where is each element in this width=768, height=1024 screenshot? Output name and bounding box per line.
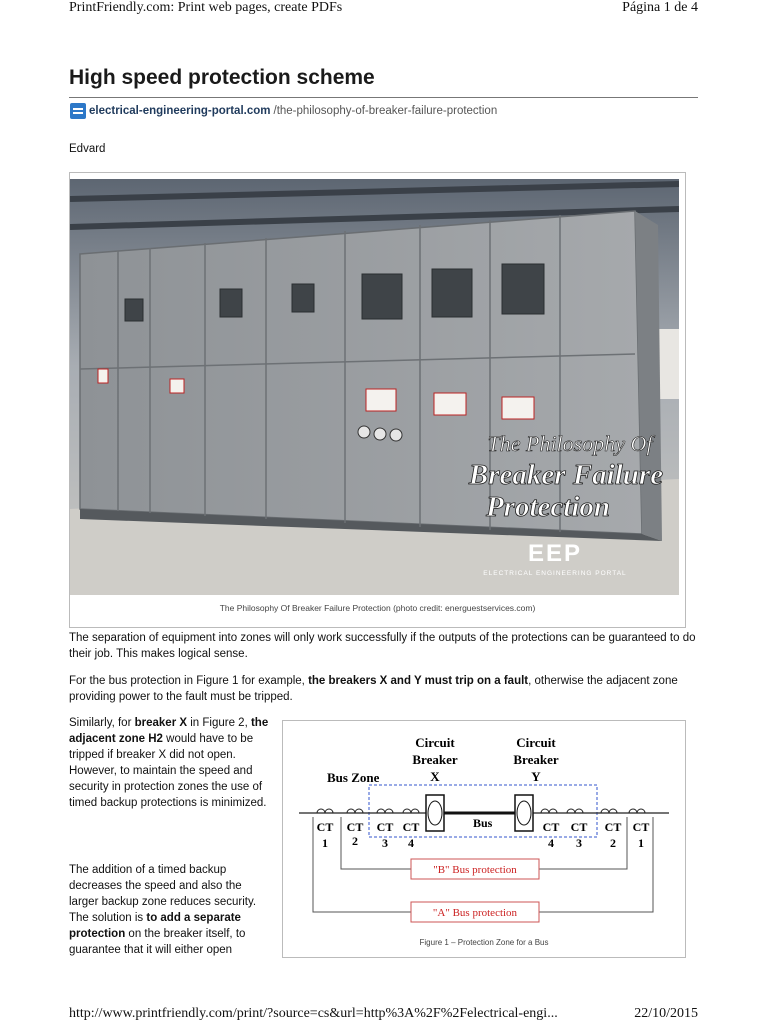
paragraph-breaker-x [69,715,269,811]
overlay-line-2: Breaker Failure [468,459,664,491]
ct-label: CT [316,820,334,834]
article-source[interactable] [70,103,497,119]
ct-number: 4 [548,836,554,850]
breaker-x-contact [428,801,442,825]
breaker-x-label-3: X [430,769,440,784]
print-footer-date: 22/10/2015 [634,1006,698,1021]
breaker-y-contact [517,801,531,825]
document-icon [70,103,86,119]
source-domain[interactable]: electrical-engineering-portal.com [89,105,271,117]
text-run-bold: the adjacent zone H2 [69,717,269,745]
photo-caption: The Philosophy Of Breaker Failure Protection (photo credit: energuestservices.com) [219,603,536,613]
a-bus-protection-label: "A" Bus protection [432,907,518,919]
ct-label: CT [570,820,588,834]
ct-number: 2 [352,834,358,848]
ct-number: 2 [610,836,616,850]
text-run-bold: breaker X [134,717,188,729]
article-title: High speed protection scheme [69,66,375,89]
eep-logo-subtitle: ELECTRICAL ENGINEERING PORTAL [483,570,627,577]
bus-label: Bus [473,816,493,830]
ct-label: CT [346,820,364,834]
diagram-caption: Figure 1 – Protection Zone for a Bus [419,938,549,947]
paragraph-zones: The separation of equipment into zones will only work successfully if the outputs of the protections can be guaranteed to do their job. This makes logical sense. [69,632,696,660]
ct-label: CT [604,820,622,834]
breaker-y-label-2: Breaker [513,752,559,767]
switchgear-photo [70,179,679,595]
title-divider [69,97,698,98]
paragraph-bus-protection [69,673,709,705]
bus-zone-label: Bus Zone [327,770,380,785]
breaker-x-label-1: Circuit [415,735,455,750]
overlay-line-3: Protection [485,491,611,523]
text-run-bold: the breakers X and Y must trip on a fault [308,675,529,687]
text-run: in Figure 2, [187,717,251,729]
text-run: For the bus protection in Figure 1 for example, [69,675,309,687]
source-path[interactable]: /the-philosophy-of-breaker-failure-protection [273,105,498,117]
text-run: , otherwise the adjacent zone providing power to the fault must be tripped. [69,675,678,703]
print-page-number: Página 1 de 4 [622,0,698,15]
text-run: Similarly, for [69,717,135,729]
overlay-line-1: The Philosophy Of [487,431,653,456]
ct-number: 3 [382,836,388,850]
article-author: Edvard [69,143,106,155]
print-footer-url: http://www.printfriendly.com/print/?source=cs&url=http%3A%2F%2Felectrical-engi... [69,1006,558,1021]
print-header-title: PrintFriendly.com: Print web pages, create PDFs [69,0,343,15]
ct-label: CT [402,820,420,834]
ct-number: 1 [322,836,328,850]
breaker-y-label-1: Circuit [516,735,556,750]
breaker-y-label-3: Y [531,769,541,784]
ct-label: CT [632,820,650,834]
text-run: on the breaker itself, to guarantee that it will either open [69,928,246,956]
paragraph-timed-backup [69,862,269,958]
figure-bus-diagram [282,720,686,958]
b-bus-protection-label: "B" Bus protection [433,864,517,876]
text-run-bold: to add a separate protection [69,912,241,940]
ct-number: 3 [576,836,582,850]
ct-number: 4 [408,836,414,850]
ct-label: CT [542,820,560,834]
figure-photo [69,172,686,628]
ct-label: CT [376,820,394,834]
ct-number: 1 [638,836,644,850]
bus-protection-diagram [289,725,679,935]
text-run: would have to be tripped if breaker X did not open. However, to maintain the speed and security in protection zones the use of timed backup protections is minimized. [69,733,267,809]
eep-logo: EEP [527,540,583,567]
text-run: The addition of a timed backup decreases the speed and also the larger backup zone reduces security. The solution is [69,864,257,924]
breaker-x-label-2: Breaker [412,752,458,767]
